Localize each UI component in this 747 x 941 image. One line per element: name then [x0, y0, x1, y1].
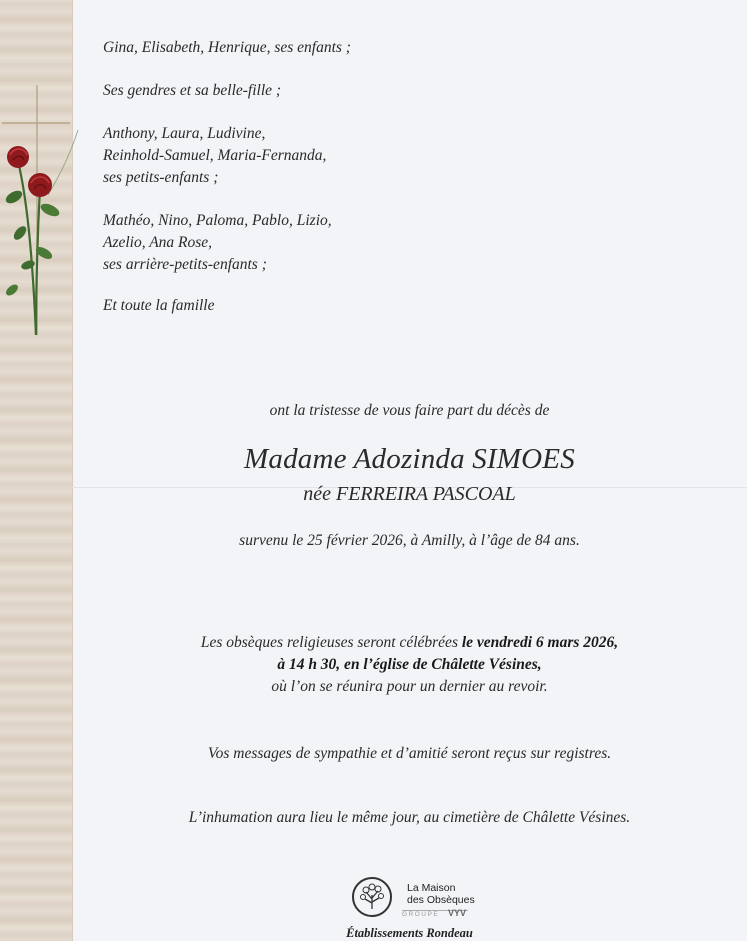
establishment-name: Établissements Rondeau [346, 926, 473, 940]
logo-groupe: GROUPE [402, 911, 440, 918]
grandchildren-line-2: Reinhold-Samuel, Maria-Fernanda, [103, 147, 327, 164]
burial-line: L’inhumation aura lieu le même jour, au cimetière de Châlette Vésines. [188, 809, 631, 826]
deceased-name: Madame Adozinda SIMOES [244, 443, 575, 475]
funeral-time-place: à 14 h 30, en l’église de Châlette Vésines, [277, 656, 542, 673]
grandchildren-line-3: ses petits-enfants ; [103, 169, 219, 186]
tree-icon [354, 879, 390, 915]
children-line: Gina, Elisabeth, Henrique, ses enfants ; [103, 39, 351, 56]
great-grandchildren-line-2: Azelio, Ana Rose, [103, 234, 213, 251]
funeral-line-1-plain: Les obsèques religieuses seront célébrées [200, 634, 462, 651]
funeral-home-logo [352, 877, 487, 922]
funeral-line-3: où l’on se réunira pour un dernier au revoir. [271, 678, 548, 695]
maiden-name: née FERREIRA PASCOAL [303, 483, 516, 505]
funeral-date: le vendredi 6 mars 2026, [461, 634, 619, 651]
in-laws-line: Ses gendres et sa belle-fille ; [103, 82, 282, 99]
logo-line-2: des Obsèques [407, 894, 475, 906]
announcement-intro: ont la tristesse de vous faire part du décès de [269, 402, 550, 419]
funeral-line-1 [72, 632, 747, 654]
great-grandchildren-line-3: ses arrière-petits-enfants ; [103, 256, 267, 273]
logo-vyv: VYV [448, 908, 467, 918]
logo-line-1: La Maison [407, 882, 456, 894]
messages-line: Vos messages de sympathie et d’amitié seront reçus sur registres. [207, 745, 612, 762]
death-info: survenu le 25 février 2026, à Amilly, à l’âge de 84 ans. [239, 532, 580, 549]
grandchildren-line-1: Anthony, Laura, Ludivine, [103, 125, 266, 142]
great-grandchildren-line-1: Mathéo, Nino, Paloma, Pablo, Lizio, [103, 212, 332, 229]
rose-cross-icon [0, 85, 100, 340]
logo-circle [352, 877, 392, 917]
whole-family-line: Et toute la famille [103, 297, 215, 314]
